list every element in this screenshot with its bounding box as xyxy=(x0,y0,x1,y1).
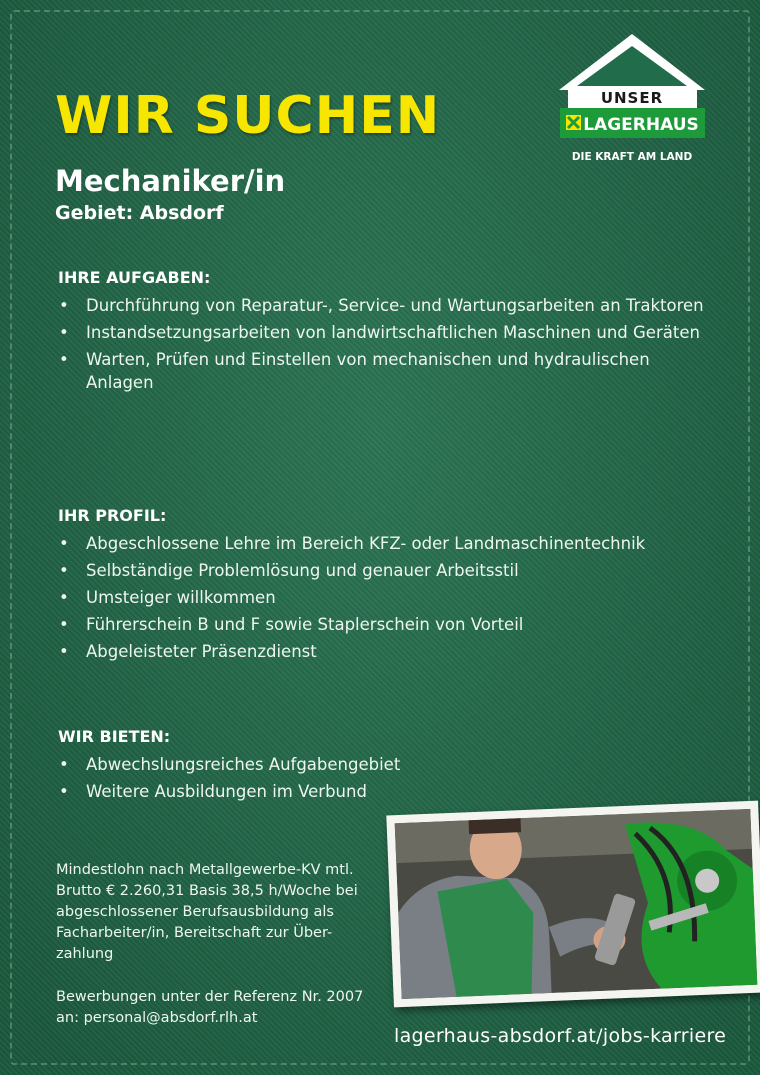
section-title-profil: IHR PROFIL: xyxy=(58,506,167,525)
list-item: • Weitere Ausbildungen im Verbund xyxy=(58,780,718,803)
section-profil xyxy=(58,506,718,667)
list-item: • Durchführung von Reparatur-, Service- und Wartungsarbeiten an Traktoren xyxy=(58,294,718,317)
bieten-list xyxy=(58,753,718,803)
profil-list xyxy=(58,532,718,663)
lagerhaus-logo xyxy=(555,34,710,169)
list-item: • Warten, Prüfen und Einstellen von mechanischen und hydraulischen Anlagen xyxy=(58,348,718,394)
aufgaben-list xyxy=(58,294,718,394)
job-title: Mechaniker/in xyxy=(55,164,286,198)
logo-brand: LAGERHAUS xyxy=(583,115,699,135)
career-url[interactable]: lagerhaus-absdorf.at/jobs-karriere xyxy=(394,1025,727,1047)
section-title-aufgaben: IHRE AUFGABEN: xyxy=(58,268,211,287)
section-bieten xyxy=(58,727,718,807)
section-aufgaben xyxy=(58,268,718,398)
application-note: Bewerbungen unter der Referenz Nr. 2007 an: personal@absdorf.rlh.at xyxy=(56,989,364,1026)
list-item: • Umsteiger willkommen xyxy=(58,586,718,609)
mechanic-photo xyxy=(386,801,760,1008)
headline: WIR SUCHEN xyxy=(55,86,441,146)
list-item: • Abgeleisteter Präsenzdienst xyxy=(58,640,718,663)
region-label: Gebiet: Absdorf xyxy=(55,202,224,224)
mechanic-illustration xyxy=(395,809,758,999)
list-item: • Instandsetzungsarbeiten von landwirtschaftlichen Maschinen und Geräten xyxy=(58,321,718,344)
wage-note: Mindestlohn nach Metallgewerbe-KV mtl. Brutto € 2.260,31 Basis 38,5 h/Woche bei abgeschlossener Berufsausbildung als Facharbeiter/in, Bereitschaft zur Über-zahlung xyxy=(56,862,358,962)
list-item: • Selbständige Problemlösung und genauer Arbeitsstil xyxy=(58,559,718,582)
list-item: • Abgeschlossene Lehre im Bereich KFZ- oder Landmaschinentechnik xyxy=(58,532,718,555)
logo-tagline: DIE KRAFT AM LAND xyxy=(571,151,693,163)
section-title-bieten: WIR BIETEN: xyxy=(58,727,171,746)
list-item: • Führerschein B und F sowie Staplerschein von Vorteil xyxy=(58,613,718,636)
list-item: • Abwechslungsreiches Aufgabengebiet xyxy=(58,753,718,776)
logo-top-word: UNSER xyxy=(600,89,664,107)
